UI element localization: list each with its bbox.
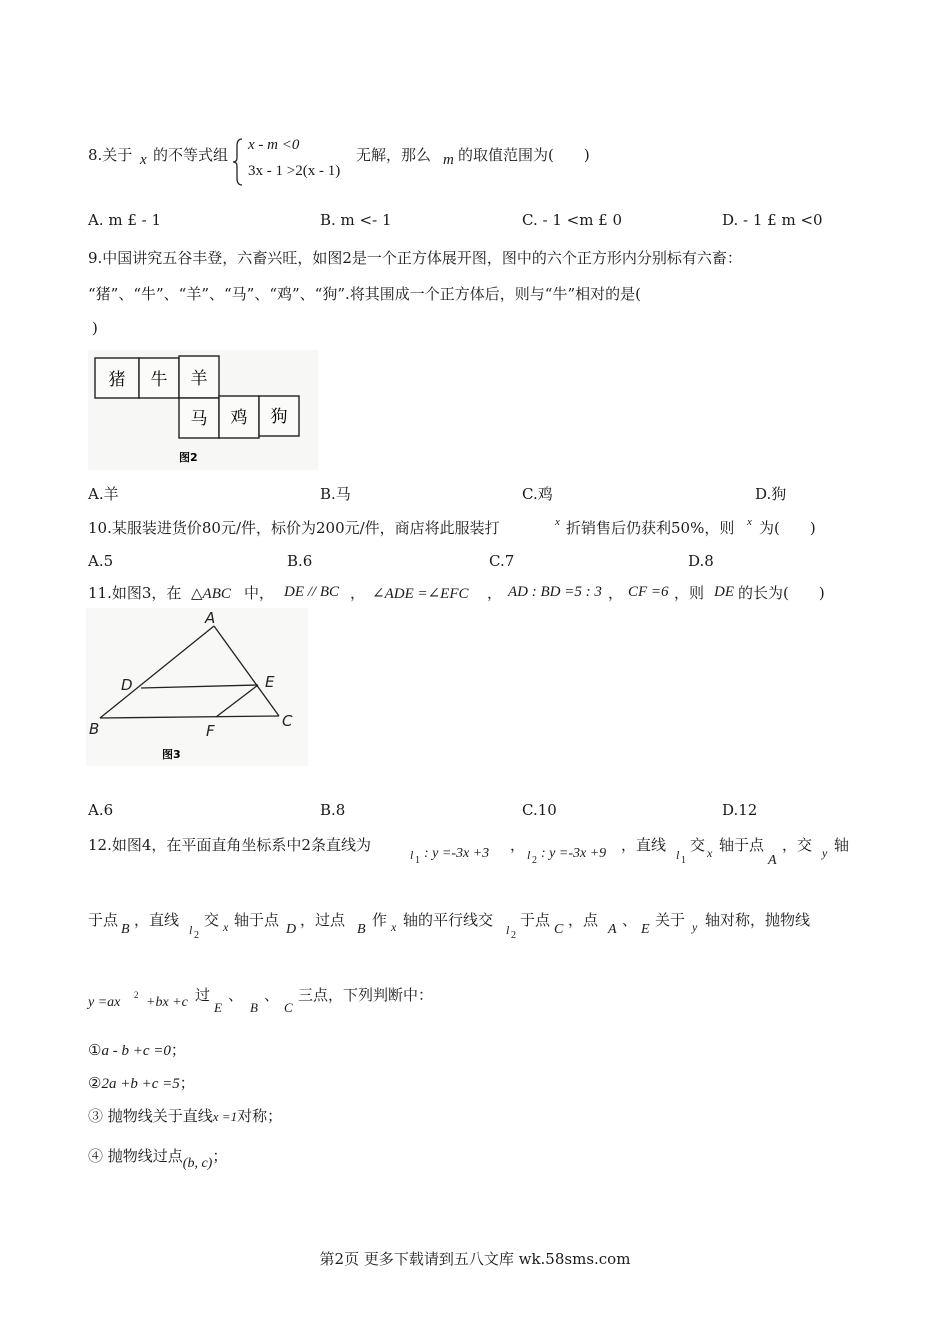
vertex-b-label: B	[89, 720, 100, 738]
vertex-a-label: A	[205, 609, 216, 627]
q12-statement-4: ④ 抛物线过点(b, c)；	[88, 1147, 228, 1171]
q10-option-d: D.8	[688, 552, 714, 570]
q12-l1-equation: : y =-3x +3	[424, 846, 490, 861]
cube-cell-sheep: 羊	[190, 369, 208, 389]
q8-option-d: D. - 1 £ m <0	[722, 211, 823, 229]
vertex-c-label: C	[282, 712, 293, 730]
q8-option-c: C. - 1 <m £ 0	[522, 211, 623, 229]
cube-net-figure	[88, 350, 318, 470]
q12-parabola: y =ax	[88, 995, 121, 1010]
q8-stem-mid: 的不等式组	[153, 146, 229, 164]
q11-stem-d: 的长为( )	[738, 584, 825, 602]
q12-statement-2: ②2a +b +c =5；	[88, 1074, 195, 1092]
cube-cell-horse: 马	[190, 409, 208, 429]
q11-option-d: D.12	[722, 801, 758, 819]
q12-stem-a: 12.如图4，在平面直角坐标系中2条直线为	[88, 836, 371, 854]
q8-var-m: m	[443, 152, 454, 168]
q8-var-x: x	[140, 152, 147, 168]
q10-option-a: A.5	[88, 552, 114, 570]
vertex-f-label: F	[206, 722, 215, 740]
q9-option-a: A.羊	[88, 485, 119, 503]
q11-stem-c: ，则	[674, 584, 705, 602]
q8-inequality-1: x - m <0	[248, 137, 300, 153]
q10-option-c: C.7	[489, 552, 515, 570]
triangle-figure	[86, 608, 308, 766]
q11-option-c: C.10	[522, 801, 557, 819]
q11-cond-cf: CF =6	[628, 584, 669, 600]
q10-stem-c: 为( )	[759, 519, 816, 537]
q9-stem-line1: 9.中国讲究五谷丰登，六畜兴旺，如图2是一个正方体展开图，图中的六个正方形内分别标有六畜：	[88, 249, 742, 267]
q8-stem-mid2: 无解，那么	[356, 146, 432, 164]
q8-brace	[232, 136, 246, 188]
q8-stem-prefix: 8.关于	[88, 146, 133, 164]
q8-option-b: B. m <- 1	[320, 211, 392, 229]
q9-stem-line2: “猪”、“牛”、“羊”、“马”、“鸡”、“狗”.将其围成一个正方体后，则与“牛”相对的是(	[88, 285, 641, 303]
q10-stem-b: 折销售后仍获利50%，则	[566, 519, 735, 537]
q12-l2-equation: : y =-3x +9	[541, 846, 607, 861]
q10-option-b: B.6	[287, 552, 313, 570]
q11-option-a: A.6	[88, 801, 114, 819]
q11-stem-b: 中，	[244, 584, 275, 602]
figure3-caption: 图3	[162, 748, 181, 761]
q12-l1-letter: l	[410, 848, 414, 862]
q11-cond-ratio: AD : BD =5 : 3	[508, 584, 602, 600]
q11-cond-angle: ∠ADE =∠EFC	[372, 586, 469, 602]
q12-statement-1: ①a - b +c =0；	[88, 1041, 186, 1059]
q10-var-x: x	[555, 516, 560, 528]
figure2-caption: 图2	[179, 451, 198, 464]
q8-stem-suffix: 的取值范围为( )	[458, 146, 590, 164]
cube-cell-ox: 牛	[150, 370, 168, 390]
q11-stem-a: 11.如图3，在	[88, 584, 182, 602]
cube-cell-dog: 狗	[270, 407, 288, 427]
q11-option-b: B.8	[320, 801, 346, 819]
q9-option-d: D.狗	[755, 485, 787, 503]
vertex-d-label: D	[121, 676, 133, 694]
q9-option-c: C.鸡	[522, 485, 553, 503]
vertex-e-label: E	[265, 673, 275, 691]
q12-statement-3: ③ 抛物线关于直线x =1对称；	[88, 1107, 283, 1125]
q11-triangle: △ABC	[191, 586, 231, 602]
q8-inequality-2: 3x - 1 >2(x - 1)	[248, 163, 341, 179]
q9-stem-line3: )	[92, 319, 98, 337]
q10-stem-a: 10.某服装进货价80元/件，标价为200元/件，商店将此服装打	[88, 519, 500, 537]
q8-option-a: A. m £ - 1	[88, 211, 162, 229]
q9-option-b: B.马	[320, 485, 351, 503]
page-footer: 第2页 更多下载请到五八文库 wk.58sms.com	[319, 1250, 631, 1268]
q11-de: DE	[714, 584, 734, 600]
q11-cond-parallel: DE // BC	[284, 584, 339, 600]
cube-cell-pig: 猪	[108, 370, 126, 390]
q10-var-x2: x	[747, 516, 752, 528]
cube-cell-chicken: 鸡	[230, 408, 248, 428]
